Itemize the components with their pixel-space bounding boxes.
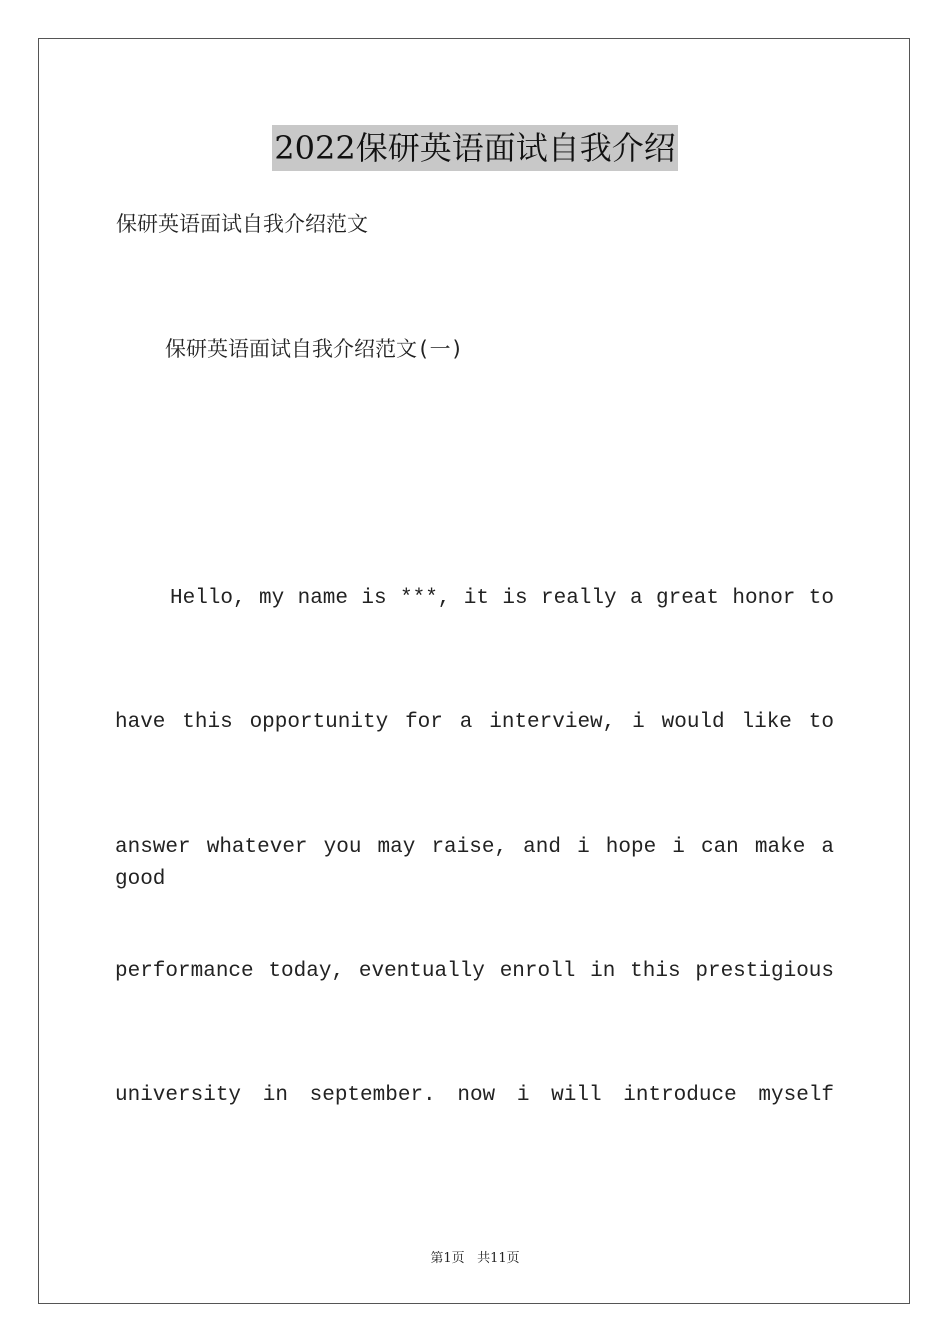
document-title: 2022保研英语面试自我介绍: [272, 125, 677, 171]
body-line-1: Hello, my name is ***, it is really a great honor to: [170, 587, 834, 610]
title-container: [0, 125, 950, 171]
body-line-2: have this opportunity for a interview, i would like to: [115, 711, 834, 734]
page-number: 第1页: [430, 1251, 465, 1266]
section-heading: 保研英语面试自我介绍范文(一): [165, 337, 464, 361]
body-line-4: performance today, eventually enroll in this prestigious: [115, 960, 834, 983]
body-line-5: university in september. now i will introduce myself: [115, 1084, 834, 1107]
body-line-3: answer whatever you may raise, and i hope i can make a good: [115, 836, 834, 891]
document-subtitle: 保研英语面试自我介绍范文: [116, 212, 368, 236]
page-footer: [0, 1247, 950, 1266]
page-total: 共11页: [477, 1251, 520, 1266]
